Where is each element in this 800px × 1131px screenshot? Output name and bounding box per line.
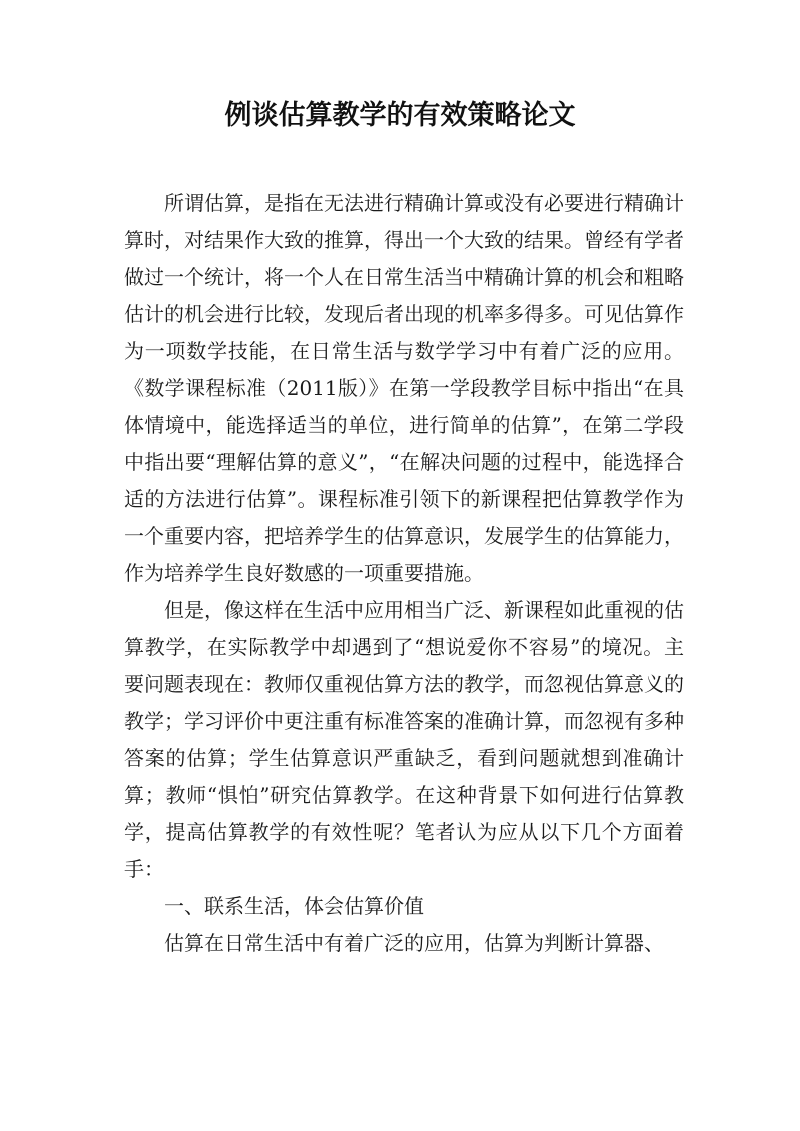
- paragraph-2: 但是，像这样在生活中应用相当广泛、新课程如此重视的估算教学，在实际教学中却遇到了“想说爱你不容易”的境况。主要问题表现在：教师仅重视估算方法的教学，而忽视估算意义的教学；学习评价中更注重有标准答案的准确计算，而忽视有多种答案的估算；学生估算意识严重缺乏，看到问题就想到准确计算；教师“惧怕”研究估算教学。在这种背景下如何进行估算教学，提高估算教学的有效性呢？笔者认为应从以下几个方面着手：: [124, 598, 684, 881]
- section-heading-1: 一、联系生活，体会估算价值: [164, 894, 424, 918]
- paragraph-1: 所谓估算，是指在无法进行精确计算或没有必要进行精确计算时，对结果作大致的推算，得出一个大致的结果。曾经有学者做过一个统计，将一个人在日常生活当中精确计算的机会和粗略估计的机会进行比较，发现后者出现的机率多得多。可见估算作为一项数学技能，在日常生活与数学学习中有着广泛的应用。《数学课程标准（2011版）》在第一学段教学目标中指出“在具体情境中，能选择适当的单位，进行简单的估算”，在第二学段中指出要“理解估算的意义”，“在解决问题的过程中，能选择合适的方法进行估算”。课程标准引领下的新课程把估算教学作为一个重要内容，把培养学生的估算意识，发展学生的估算能力，作为培养学生良好数感的一项重要措施。: [124, 191, 684, 585]
- document-title: 例谈估算教学的有效策略论文: [224, 100, 576, 131]
- paragraph-3: 估算在日常生活中有着广泛的应用，估算为判断计算器、: [164, 931, 664, 955]
- document-body: [124, 185, 684, 962]
